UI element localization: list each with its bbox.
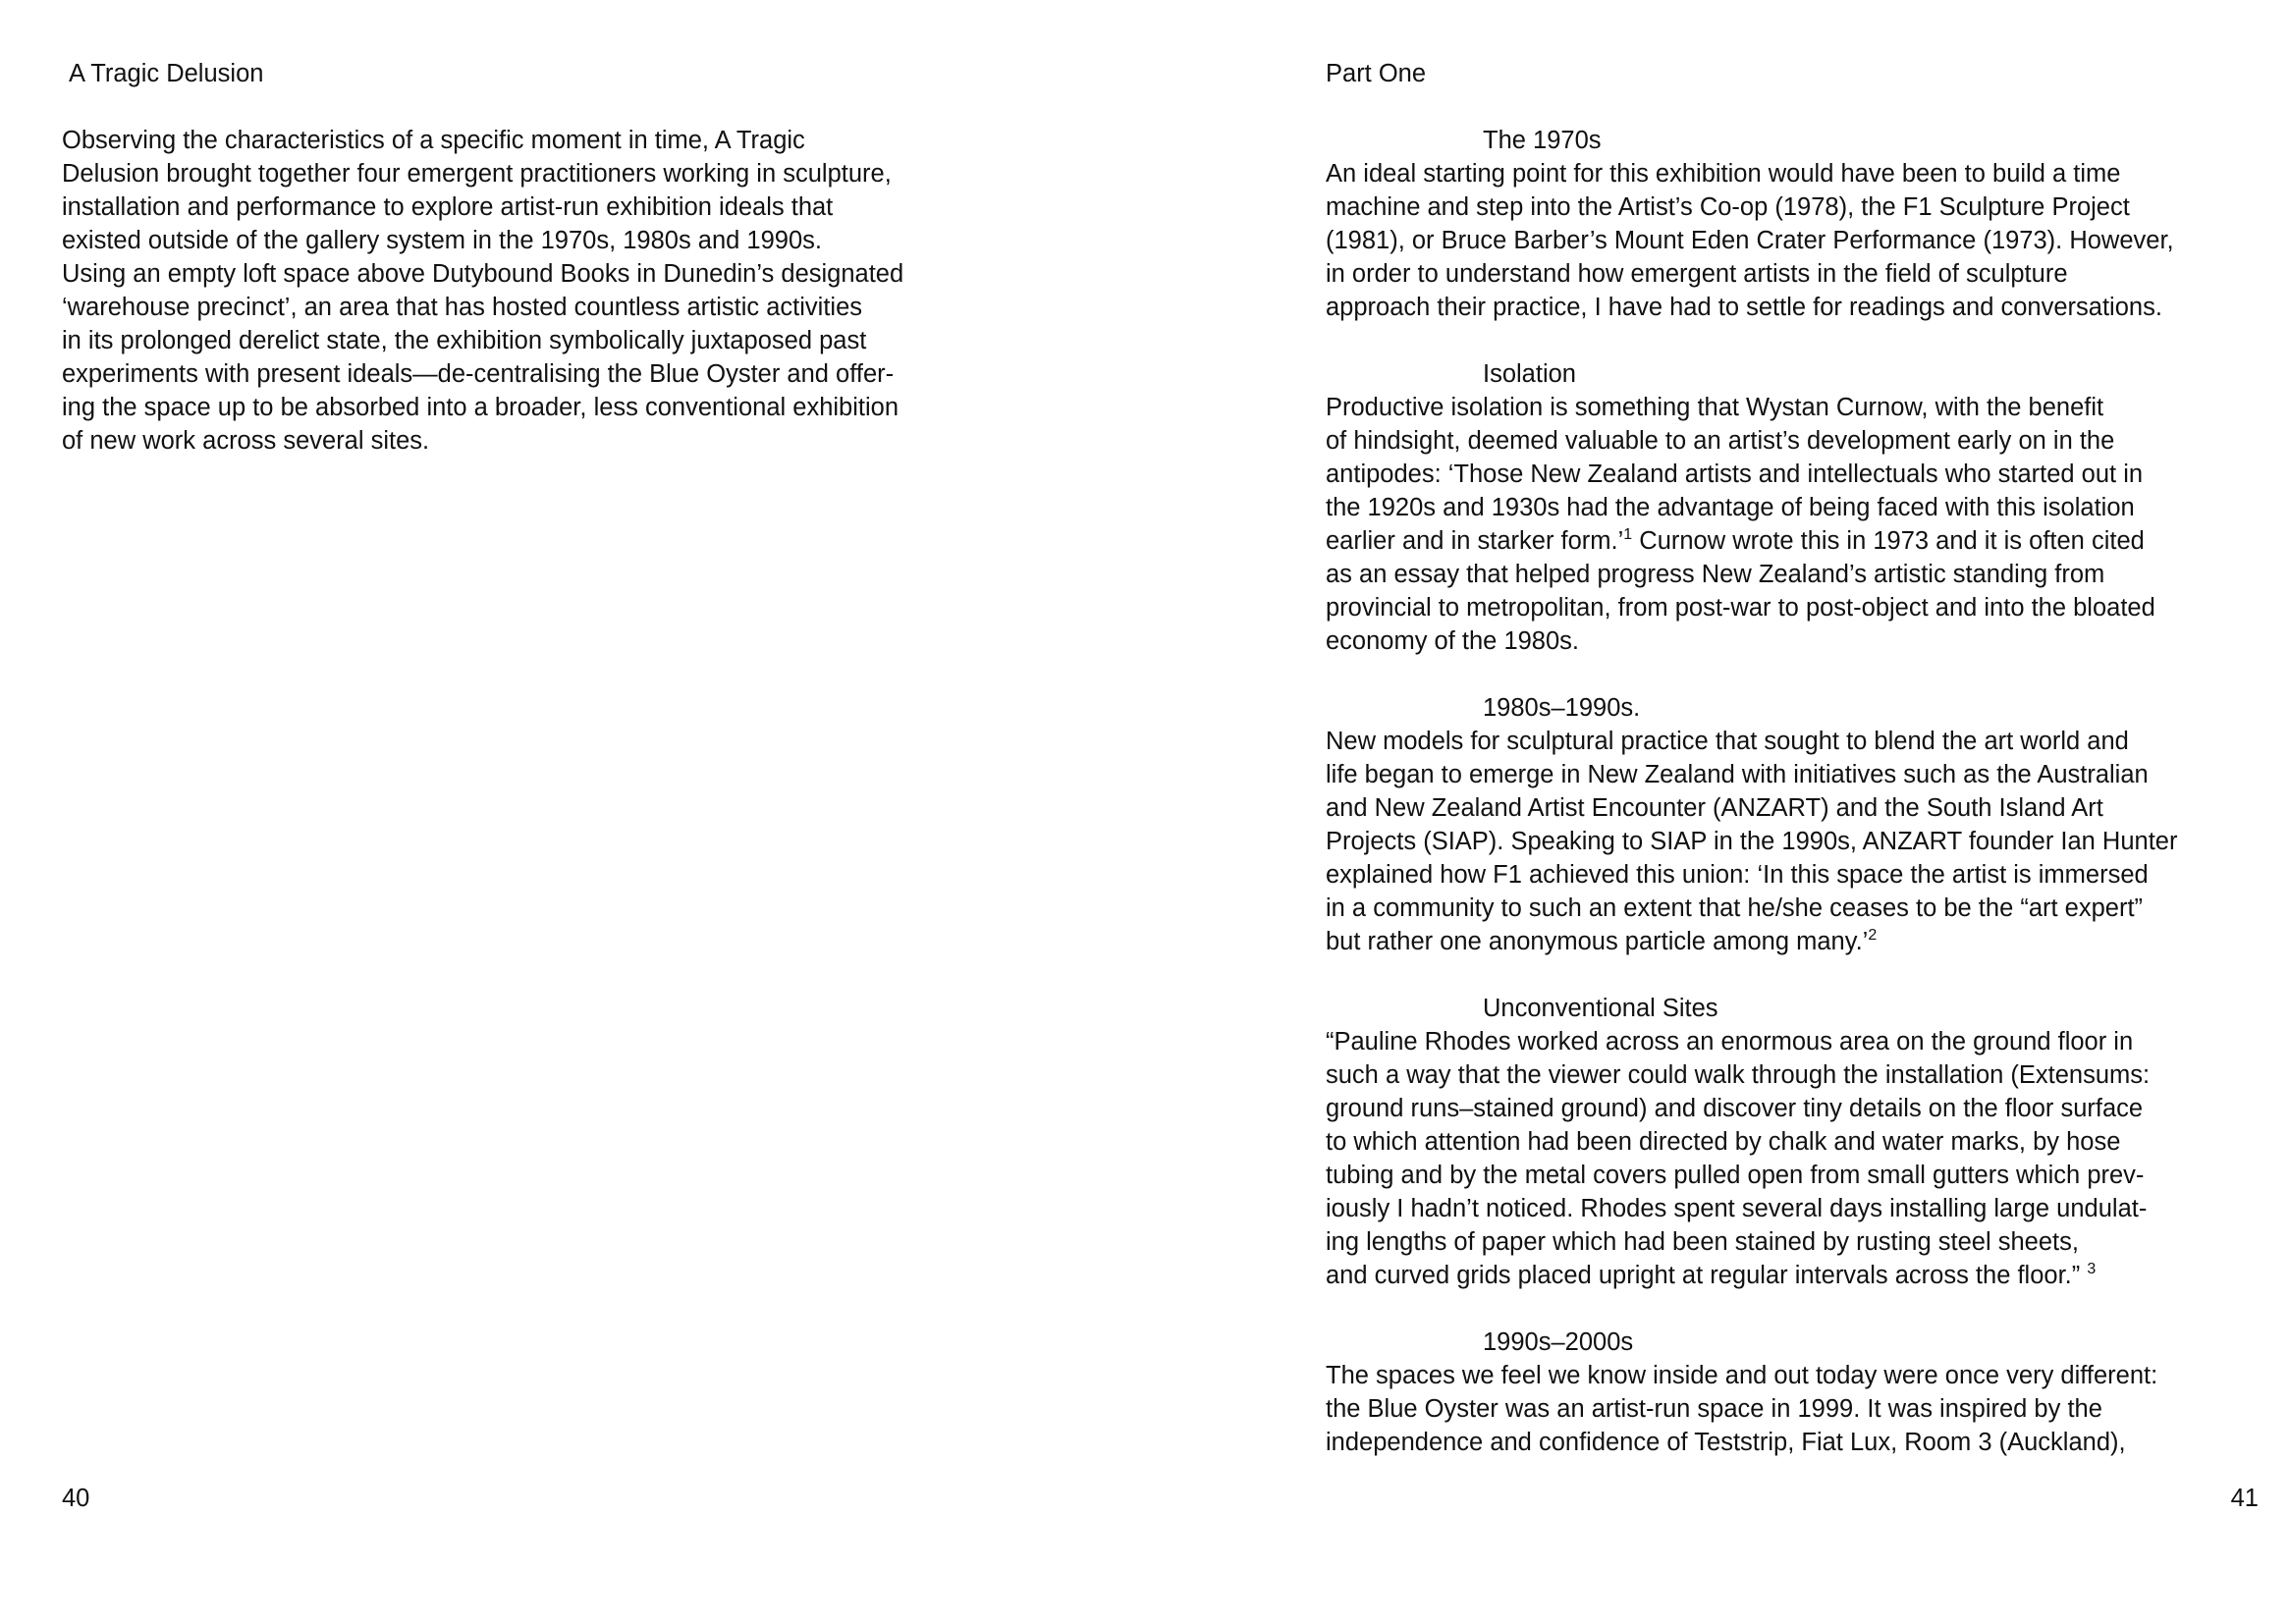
text-line: Delusion brought together four emergent practitioners working in sculpture, — [62, 160, 892, 188]
text-line — [1326, 291, 2259, 324]
section-heading: The 1970s — [1483, 127, 1602, 154]
text-line — [1326, 524, 2259, 558]
text-line — [1326, 1058, 2259, 1092]
running-head-right: Part One — [1326, 60, 1427, 87]
line-text: machine and step into the Artist’s Co-op (1978), the F1 Sculpture Project — [1326, 193, 2130, 221]
line-text: and curved grids placed upright at regular intervals across the floor.” — [1326, 1262, 2088, 1289]
text-line: ing the space up to be absorbed into a broader, less conventional exhibition — [62, 394, 899, 421]
text-line — [1326, 1359, 2259, 1392]
line-text: Projects (SIAP). Speaking to SIAP in the 1990s, ANZART founder Ian Hunter — [1326, 828, 2178, 855]
footnote-marker: 1 — [1623, 526, 1633, 543]
text-line — [1326, 825, 2259, 858]
left-page — [0, 0, 1144, 1624]
text-line: Observing the characteristics of a specific moment in time, A Tragic — [62, 127, 805, 154]
text-line — [1326, 1225, 2259, 1259]
section — [1326, 691, 2259, 958]
section-heading: Isolation — [1483, 360, 1576, 388]
text-line — [1326, 424, 2259, 458]
text-line: existed outside of the gallery system in the 1970s, 1980s and 1990s. — [62, 227, 822, 254]
text-line — [1326, 1025, 2259, 1058]
line-text: tubing and by the metal covers pulled open from small gutters which prev- — [1326, 1162, 2145, 1189]
line-text: independence and confidence of Teststrip, Fiat Lux, Room 3 (Auckland), — [1326, 1429, 2126, 1456]
text-line — [1326, 725, 2259, 758]
section-paragraph — [1326, 157, 2259, 324]
footnote-marker: 2 — [1868, 927, 1878, 944]
line-text: and New Zealand Artist Encounter (ANZART) and the South Island Art — [1326, 794, 2103, 822]
section-paragraph — [1326, 391, 2259, 658]
line-text: (1981), or Bruce Barber’s Mount Eden Crater Performance (1973). However, — [1326, 227, 2174, 254]
line-text: life began to emerge in New Zealand with initiatives such as the Australian — [1326, 761, 2149, 788]
text-line — [1326, 791, 2259, 825]
text-line — [1326, 1426, 2259, 1459]
line-text: as an essay that helped progress New Zealand’s artistic standing from — [1326, 561, 2105, 588]
text-line — [1326, 1392, 2259, 1426]
line-text: such a way that the viewer could walk through the installation (Extensums: — [1326, 1061, 2151, 1089]
text-line — [1326, 892, 2259, 925]
line-text: “Pauline Rhodes worked across an enormous area on the ground floor in — [1326, 1028, 2134, 1056]
text-line — [1326, 1092, 2259, 1125]
intro-paragraph — [62, 124, 1005, 458]
text-line — [1326, 1192, 2259, 1225]
line-text: provincial to metropolitan, from post-war to post-object and into the bloated — [1326, 594, 2155, 622]
footnote-marker: 3 — [2087, 1261, 2097, 1277]
line-text: of hindsight, deemed valuable to an artist’s development early on in the — [1326, 427, 2115, 455]
line-text: in order to understand how emergent artists in the field of sculpture — [1326, 260, 2068, 288]
line-text: explained how F1 achieved this union: ‘In this space the artist is immersed — [1326, 861, 2149, 889]
line-text: to which attention had been directed by chalk and water marks, by hose — [1326, 1128, 2121, 1156]
section — [1326, 992, 2259, 1292]
section-paragraph — [1326, 725, 2259, 958]
text-line — [1326, 925, 2259, 958]
section-heading: 1980s–1990s. — [1483, 694, 1641, 722]
line-text: approach their practice, I have had to settle for readings and conversations. — [1326, 294, 2162, 321]
section — [1326, 124, 2259, 324]
text-line — [1326, 758, 2259, 791]
line-text: the 1920s and 1930s had the advantage of being faced with this isolation — [1326, 494, 2135, 521]
text-line — [1326, 1125, 2259, 1159]
line-text: iously I hadn’t noticed. Rhodes spent several days installing large undulat- — [1326, 1195, 2148, 1222]
text-line — [1326, 491, 2259, 524]
section-paragraph — [1326, 1359, 2259, 1459]
line-text-continued: Curnow wrote this in 1973 and it is often cited — [1632, 527, 2145, 555]
section — [1326, 357, 2259, 658]
page-number-left: 40 — [62, 1485, 90, 1512]
page-number-right: 41 — [2230, 1485, 2259, 1512]
line-text: An ideal starting point for this exhibition would have been to build a time — [1326, 160, 2121, 188]
text-line: experiments with present ideals—de-centralising the Blue Oyster and offer- — [62, 360, 895, 388]
text-line — [1326, 1259, 2259, 1292]
line-text: ing lengths of paper which had been stained by rusting steel sheets, — [1326, 1228, 2079, 1256]
text-line — [1326, 624, 2259, 658]
text-line: Using an empty loft space above Dutybound Books in Dunedin’s designated — [62, 260, 904, 288]
text-line — [1326, 190, 2259, 224]
line-text: Productive isolation is something that Wystan Curnow, with the benefit — [1326, 394, 2104, 421]
line-text: but rather one anonymous particle among many.’ — [1326, 928, 1869, 955]
line-text: The spaces we feel we know inside and out today were once very different: — [1326, 1362, 2158, 1389]
line-text: economy of the 1980s. — [1326, 627, 1580, 655]
text-line — [1326, 1159, 2259, 1192]
section-paragraph — [1326, 1025, 2259, 1292]
line-text: the Blue Oyster was an artist-run space in 1999. It was inspired by the — [1326, 1395, 2102, 1423]
line-text: New models for sculptural practice that sought to blend the art world and — [1326, 728, 2129, 755]
line-text: ground runs–stained ground) and discover tiny details on the floor surface — [1326, 1095, 2144, 1122]
line-text: earlier and in starker form.’ — [1326, 527, 1624, 555]
text-line — [1326, 257, 2259, 291]
right-page — [1145, 0, 2289, 1624]
text-line — [1326, 858, 2259, 892]
text-line: of new work across several sites. — [62, 427, 430, 455]
text-line — [1326, 558, 2259, 591]
text-line: ‘warehouse precinct’, an area that has hosted countless artistic activities — [62, 294, 863, 321]
running-head-left: A Tragic Delusion — [69, 60, 264, 87]
text-line — [1326, 224, 2259, 257]
text-line: in its prolonged derelict state, the exhibition symbolically juxtaposed past — [62, 327, 867, 354]
line-text: antipodes: ‘Those New Zealand artists and intellectuals who started out in — [1326, 460, 2144, 488]
text-line — [1326, 391, 2259, 424]
right-page-body — [1326, 124, 2259, 1459]
section-heading: 1990s–2000s — [1483, 1328, 1634, 1356]
text-line — [1326, 458, 2259, 491]
text-line: installation and performance to explore artist-run exhibition ideals that — [62, 193, 834, 221]
section-heading: Unconventional Sites — [1483, 995, 1718, 1022]
text-line — [1326, 157, 2259, 190]
line-text: in a community to such an extent that he/she ceases to be the “art expert” — [1326, 894, 2144, 922]
text-line — [1326, 591, 2259, 624]
section — [1326, 1326, 2259, 1459]
